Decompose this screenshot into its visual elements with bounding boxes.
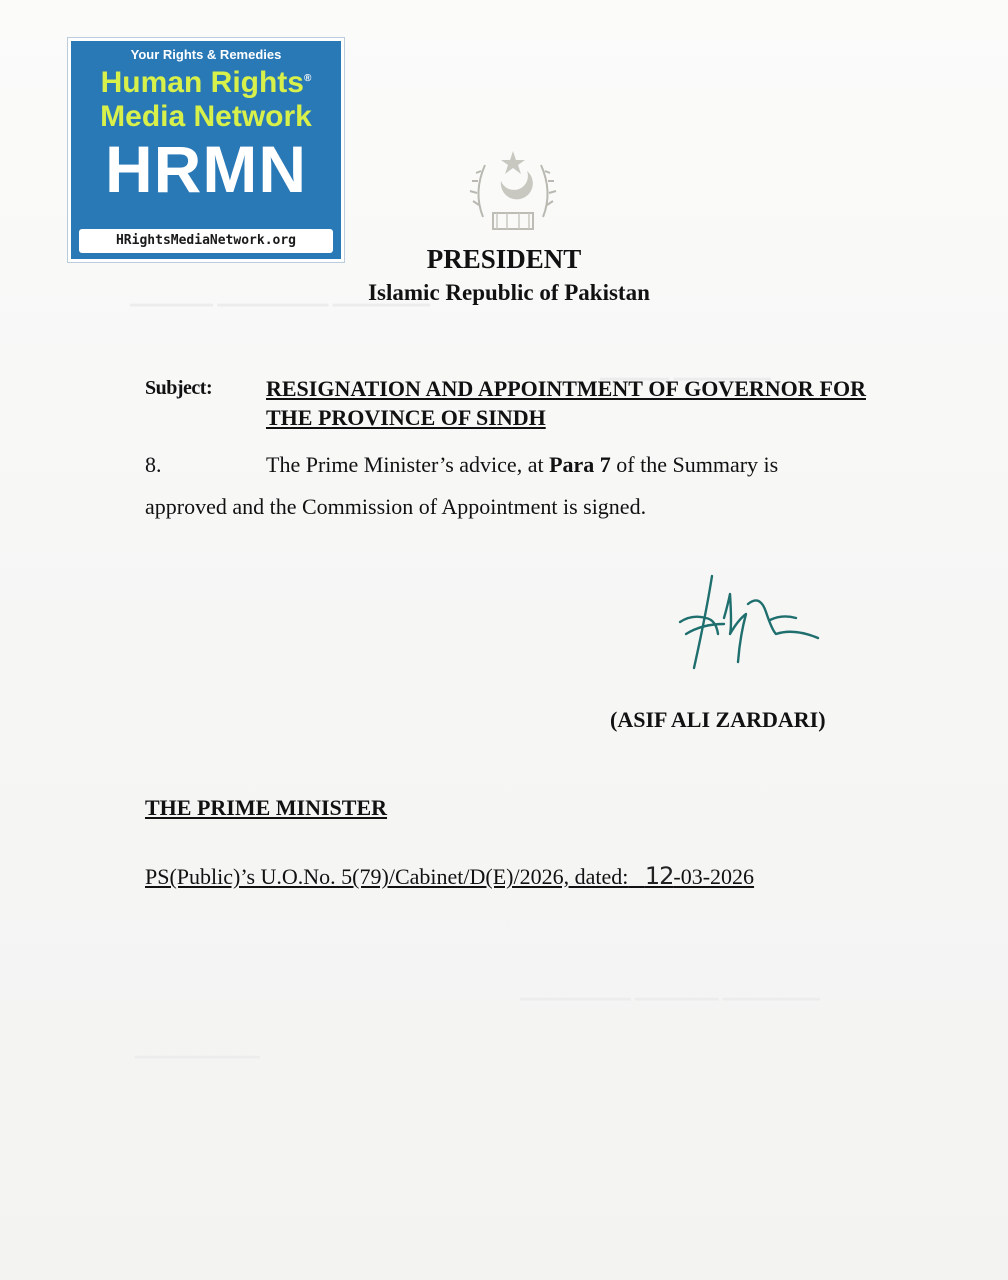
logo-url: HRightsMediaNetwork.org	[79, 229, 333, 253]
page-subtitle: Islamic Republic of Pakistan	[368, 280, 650, 305]
paragraph-line-2: approved and the Commission of Appointment is signed.	[145, 494, 647, 519]
handwritten-signature	[672, 574, 832, 674]
logo-tagline: Your Rights & Remedies	[130, 47, 282, 62]
show-through-text: ▁▁▁▁▁▁ ▁▁▁▁▁▁▁▁ ▁▁▁▁▁▁▁	[130, 286, 430, 306]
handwritten-day: 12	[644, 862, 674, 890]
logo-line-2: Media Network	[100, 100, 312, 133]
crescent-star-emblem-icon	[467, 147, 559, 237]
signer-name: (ASIF ALI ZARDARI)	[610, 707, 826, 732]
show-through-text: ▁▁▁▁▁▁▁▁ ▁▁▁▁▁▁ ▁▁▁▁▁▁▁	[520, 980, 820, 1000]
addressee: THE PRIME MINISTER	[145, 795, 388, 820]
reference-line: PS(Public)’s U.O.No. 5(79)/Cabinet/D(E)/2026, dated: 12-03-2026	[145, 862, 755, 890]
subject-text: RESIGNATION AND APPOINTMENT OF GOVERNOR FOR THE PROVINCE OF SINDH	[266, 376, 866, 430]
logo-abbreviation: HRMN	[105, 132, 307, 206]
paragraph-line-1: The Prime Minister’s advice, at Para 7 of the Summary is	[266, 452, 779, 477]
para-reference: Para 7	[549, 452, 611, 477]
paragraph-number: 8.	[145, 452, 162, 477]
hrmn-logo	[68, 38, 344, 262]
show-through-text: ▁▁▁▁▁▁▁▁▁	[135, 1038, 260, 1058]
page-title: PRESIDENT	[426, 244, 582, 274]
logo-line-1: Human Rights®	[100, 66, 312, 99]
show-through-text: ▁▁▁▁▁ ▁▁▁▁▁▁▁	[600, 360, 771, 380]
subject-label: Subject:	[145, 377, 213, 399]
